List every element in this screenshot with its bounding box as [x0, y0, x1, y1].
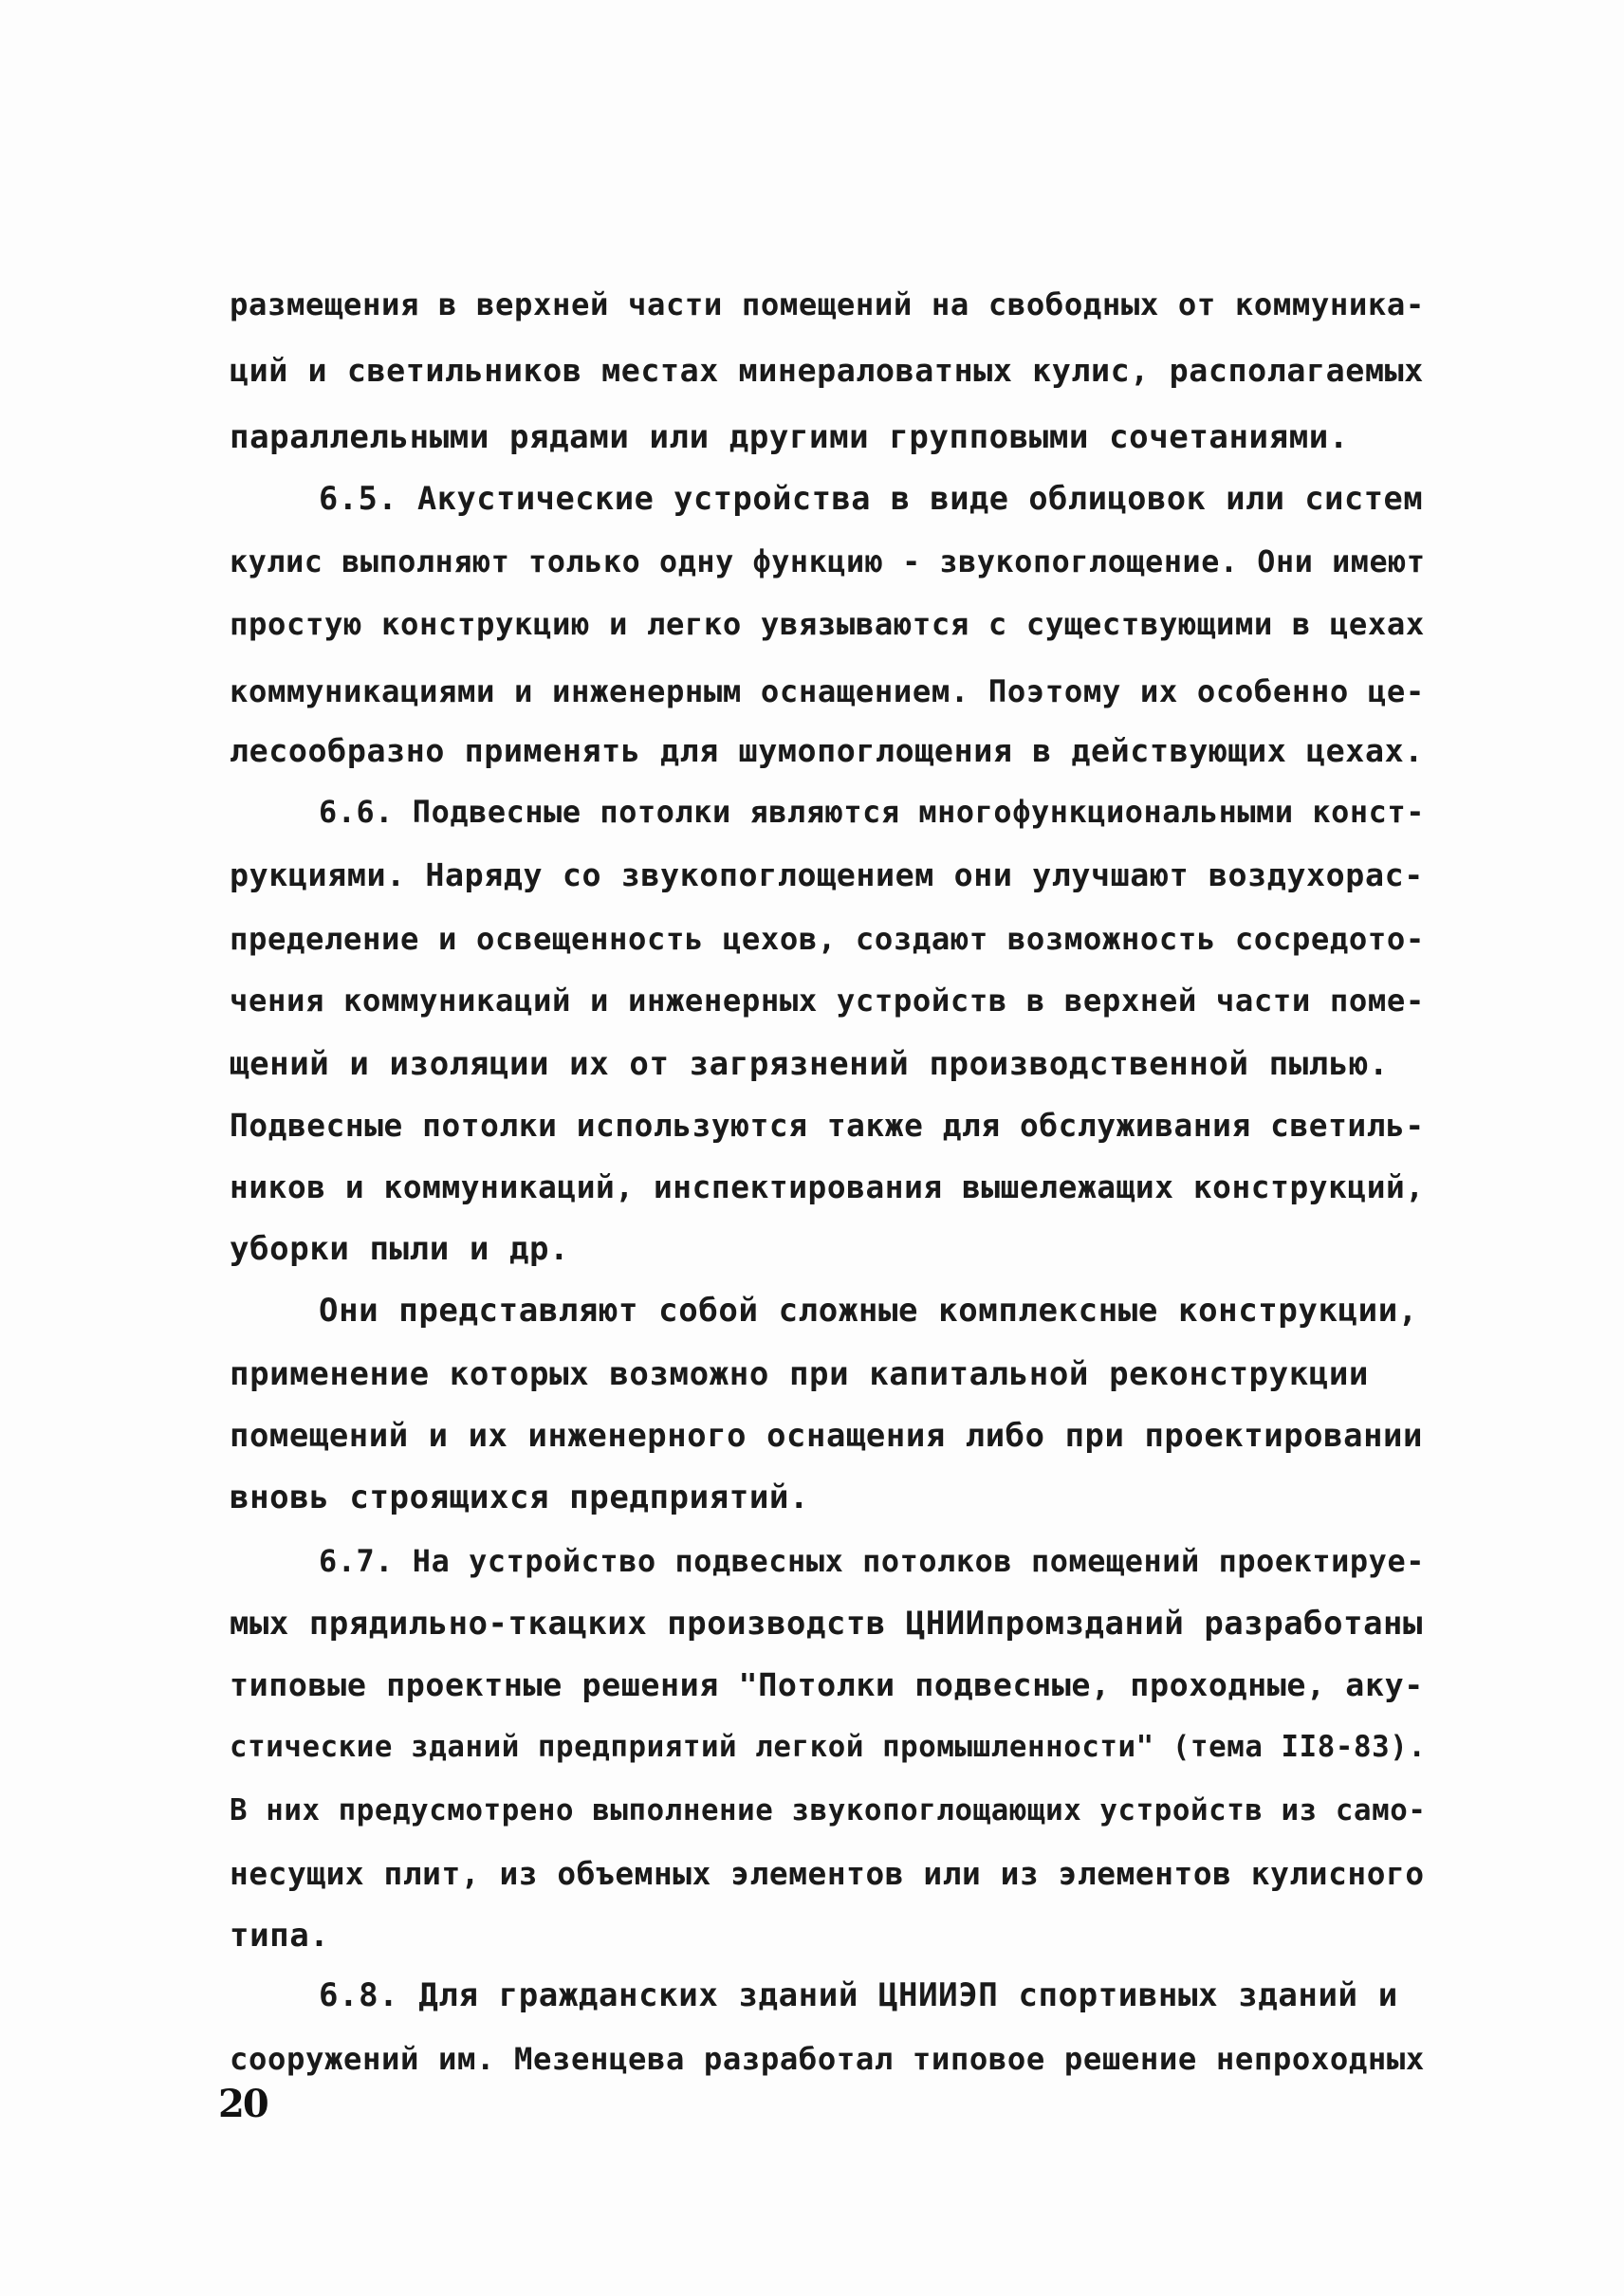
text-line: вновь строящихся предприятий. [230, 1479, 810, 1516]
text-line: пределение и освещенность цехов, создают возможность сосредото- [230, 921, 1425, 957]
text-line: простую конструкцию и легко увязываются с существующими в цехах [230, 606, 1425, 642]
paragraph-start: Они представляют собой сложные комплексные конструкции, [319, 1292, 1418, 1330]
text-line: ников и коммуникаций, инспектирования вышележащих конструкций, [230, 1169, 1425, 1205]
text-line: Подвесные потолки используются также для обслуживания светиль- [230, 1108, 1425, 1144]
text-line: несущих плит, из объемных элементов или из элементов кулисного [230, 1856, 1425, 1892]
paragraph-6-5-start: 6.5. Акустические устройства в виде облицовок или систем [319, 480, 1424, 517]
text-line: сооружений им. Мезенцева разработал типовое решение непроходных [230, 2041, 1425, 2077]
text-line: ций и светильников местах минераловатных кулис, располагаемых [230, 352, 1424, 389]
text-line: В них предусмотрено выполнение звукопоглощающих устройств из само- [230, 1793, 1427, 1828]
text-line: лесообразно применять для шумопоглощения в действующих цехах. [230, 732, 1424, 769]
text-line: уборки пыли и др. [230, 1230, 570, 1268]
paragraph-6-8-start: 6.8. Для гражданских зданий ЦНИИЭП спортивных зданий и [319, 1976, 1398, 2014]
paragraph-6-7-start: 6.7. На устройство подвесных потолков помещений проектируе- [319, 1543, 1425, 1579]
page-number: 20 [218, 2082, 268, 2126]
text-line: стические зданий предприятий легкой промышленности" (тема II8-83). [230, 1730, 1427, 1764]
text-line: рукциями. Наряду со звукопоглощением они улучшают воздухорас- [230, 856, 1424, 893]
text-line: применение которых возможно при капитальной реконструкции [230, 1355, 1369, 1393]
text-line: размещения в верхней части помещений на свободных от коммуника- [230, 286, 1425, 322]
text-line: чения коммуникаций и инженерных устройств в верхней части поме- [230, 983, 1425, 1019]
paragraph-6-6-start: 6.6. Подвесные потолки являются многофункциональными конст- [319, 794, 1425, 830]
text-line: параллельными рядами или другими групповыми сочетаниями. [230, 418, 1349, 456]
text-line: помещений и их инженерного оснащения либо при проектировании [230, 1417, 1423, 1454]
text-line: типовые проектные решения "Потолки подвесные, проходные, аку- [230, 1666, 1424, 1703]
text-line: мых прядильно-ткацких производств ЦНИИпромзданий разработаны [230, 1605, 1423, 1642]
text-line: типа. [230, 1917, 330, 1955]
text-line: кулис выполняют только одну функцию - звукопоглощение. Они имеют [230, 545, 1426, 579]
text-line: щений и изоляции их от загрязнений производственной пылью. [230, 1045, 1390, 1083]
text-line: коммуникациями и инженерным оснащением. Поэтому их особенно це- [230, 673, 1425, 709]
